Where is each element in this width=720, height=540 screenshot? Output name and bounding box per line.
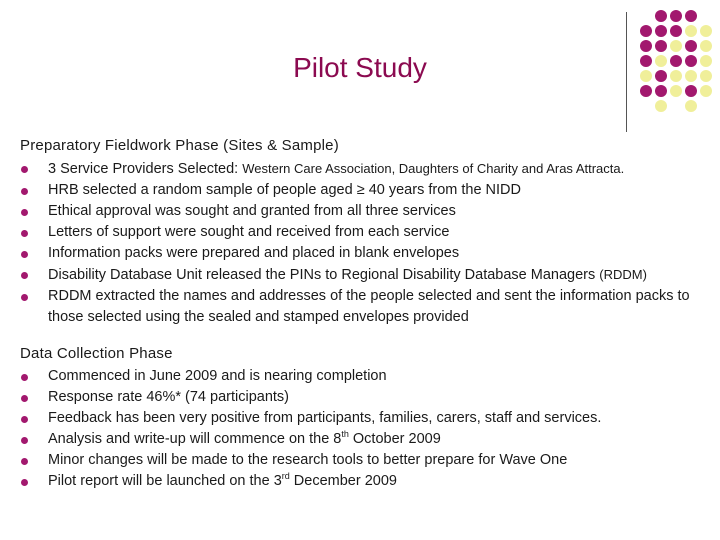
dot — [685, 25, 697, 37]
list-item — [20, 158, 710, 180]
dot — [670, 25, 682, 37]
ordinal-suffix: th — [341, 429, 349, 440]
list-item-text: October 2009 — [348, 431, 441, 447]
dot — [700, 100, 712, 112]
dot — [700, 70, 712, 82]
section-heading: Data Collection Phase — [20, 345, 173, 362]
dot — [640, 100, 652, 112]
dot — [700, 40, 712, 52]
dot — [655, 40, 667, 52]
list-item — [20, 243, 710, 264]
ordinal-suffix: rd — [281, 471, 290, 482]
dot — [655, 55, 667, 67]
dot — [670, 10, 682, 22]
dot — [670, 70, 682, 82]
list-item-text: Ethical approval was sought and granted from all three services — [48, 203, 456, 219]
dot — [670, 55, 682, 67]
bullet-icon — [21, 272, 28, 279]
list-item — [20, 201, 710, 222]
list-item — [20, 408, 710, 429]
list-item — [20, 180, 710, 201]
list-item-text: (RDDM) — [599, 267, 647, 282]
slide-title: Pilot Study — [293, 52, 427, 83]
list-item-text: Analysis and write-up will commence on the 8 — [48, 431, 342, 447]
bullet-icon — [21, 416, 28, 423]
bullet-list — [20, 366, 710, 492]
data-collection-section — [20, 344, 710, 492]
bullet-icon — [21, 437, 28, 444]
list-item-text: Commenced in June 2009 and is nearing completion — [48, 368, 387, 384]
list-item — [20, 366, 710, 387]
dot — [685, 85, 697, 97]
list-item-text: HRB selected a random sample of people aged ≥ 40 years from the NIDD — [48, 182, 521, 198]
dot — [655, 25, 667, 37]
dot — [700, 10, 712, 22]
dot — [640, 10, 652, 22]
list-item — [20, 429, 710, 450]
dot — [685, 10, 697, 22]
dot — [655, 70, 667, 82]
decorative-dot-grid — [640, 10, 712, 112]
list-item-text: Minor changes will be made to the research tools to better prepare for Wave One — [48, 452, 568, 468]
bullet-icon — [21, 166, 28, 173]
list-item-text: Pilot report will be launched on the 3 — [48, 473, 282, 489]
list-item-text: Information packs were prepared and placed in blank envelopes — [48, 245, 460, 261]
bullet-icon — [21, 374, 28, 381]
list-item-text: Disability Database Unit released the PINs to Regional Disability Database Managers — [48, 267, 600, 283]
dot — [655, 10, 667, 22]
list-item — [20, 286, 710, 328]
list-item-text: Feedback has been very positive from participants, families, carers, staff and services. — [48, 410, 602, 426]
dot — [655, 85, 667, 97]
bullet-icon — [21, 209, 28, 216]
list-item — [20, 222, 710, 243]
dot — [685, 55, 697, 67]
list-item — [20, 387, 710, 408]
bullet-icon — [21, 188, 28, 195]
decorative-divider — [626, 12, 627, 132]
section-heading: Preparatory Fieldwork Phase (Sites & Sample) — [20, 137, 339, 154]
bullet-icon — [21, 458, 28, 465]
dot — [670, 100, 682, 112]
dot — [670, 40, 682, 52]
dot — [640, 85, 652, 97]
bullet-icon — [21, 230, 28, 237]
dot — [685, 70, 697, 82]
list-item-text: Western Care Association, Daughters of Charity and Aras Attracta. — [242, 161, 625, 176]
list-item — [20, 450, 710, 471]
bullet-icon — [21, 395, 28, 402]
bullet-icon — [21, 479, 28, 486]
dot — [685, 40, 697, 52]
dot — [640, 55, 652, 67]
dot — [640, 25, 652, 37]
bullet-icon — [21, 251, 28, 258]
list-item-text: 3 Service Providers Selected: — [48, 161, 243, 177]
dot — [655, 100, 667, 112]
dot — [640, 40, 652, 52]
dot — [685, 100, 697, 112]
list-item-text: RDDM extracted the names and addresses of the people selected and sent the information packs to those selected using the sealed and stamped envelopes provided — [48, 288, 690, 325]
dot — [700, 55, 712, 67]
bullet-list — [20, 158, 710, 328]
list-item — [20, 471, 710, 492]
dot — [640, 70, 652, 82]
dot — [700, 85, 712, 97]
dot — [670, 85, 682, 97]
bullet-icon — [21, 294, 28, 301]
preparatory-phase-section — [20, 136, 710, 328]
list-item — [20, 264, 710, 286]
list-item-text: December 2009 — [289, 473, 397, 489]
list-item-text: Letters of support were sought and received from each service — [48, 224, 450, 240]
dot — [700, 25, 712, 37]
list-item-text: Response rate 46%* (74 participants) — [48, 389, 289, 405]
